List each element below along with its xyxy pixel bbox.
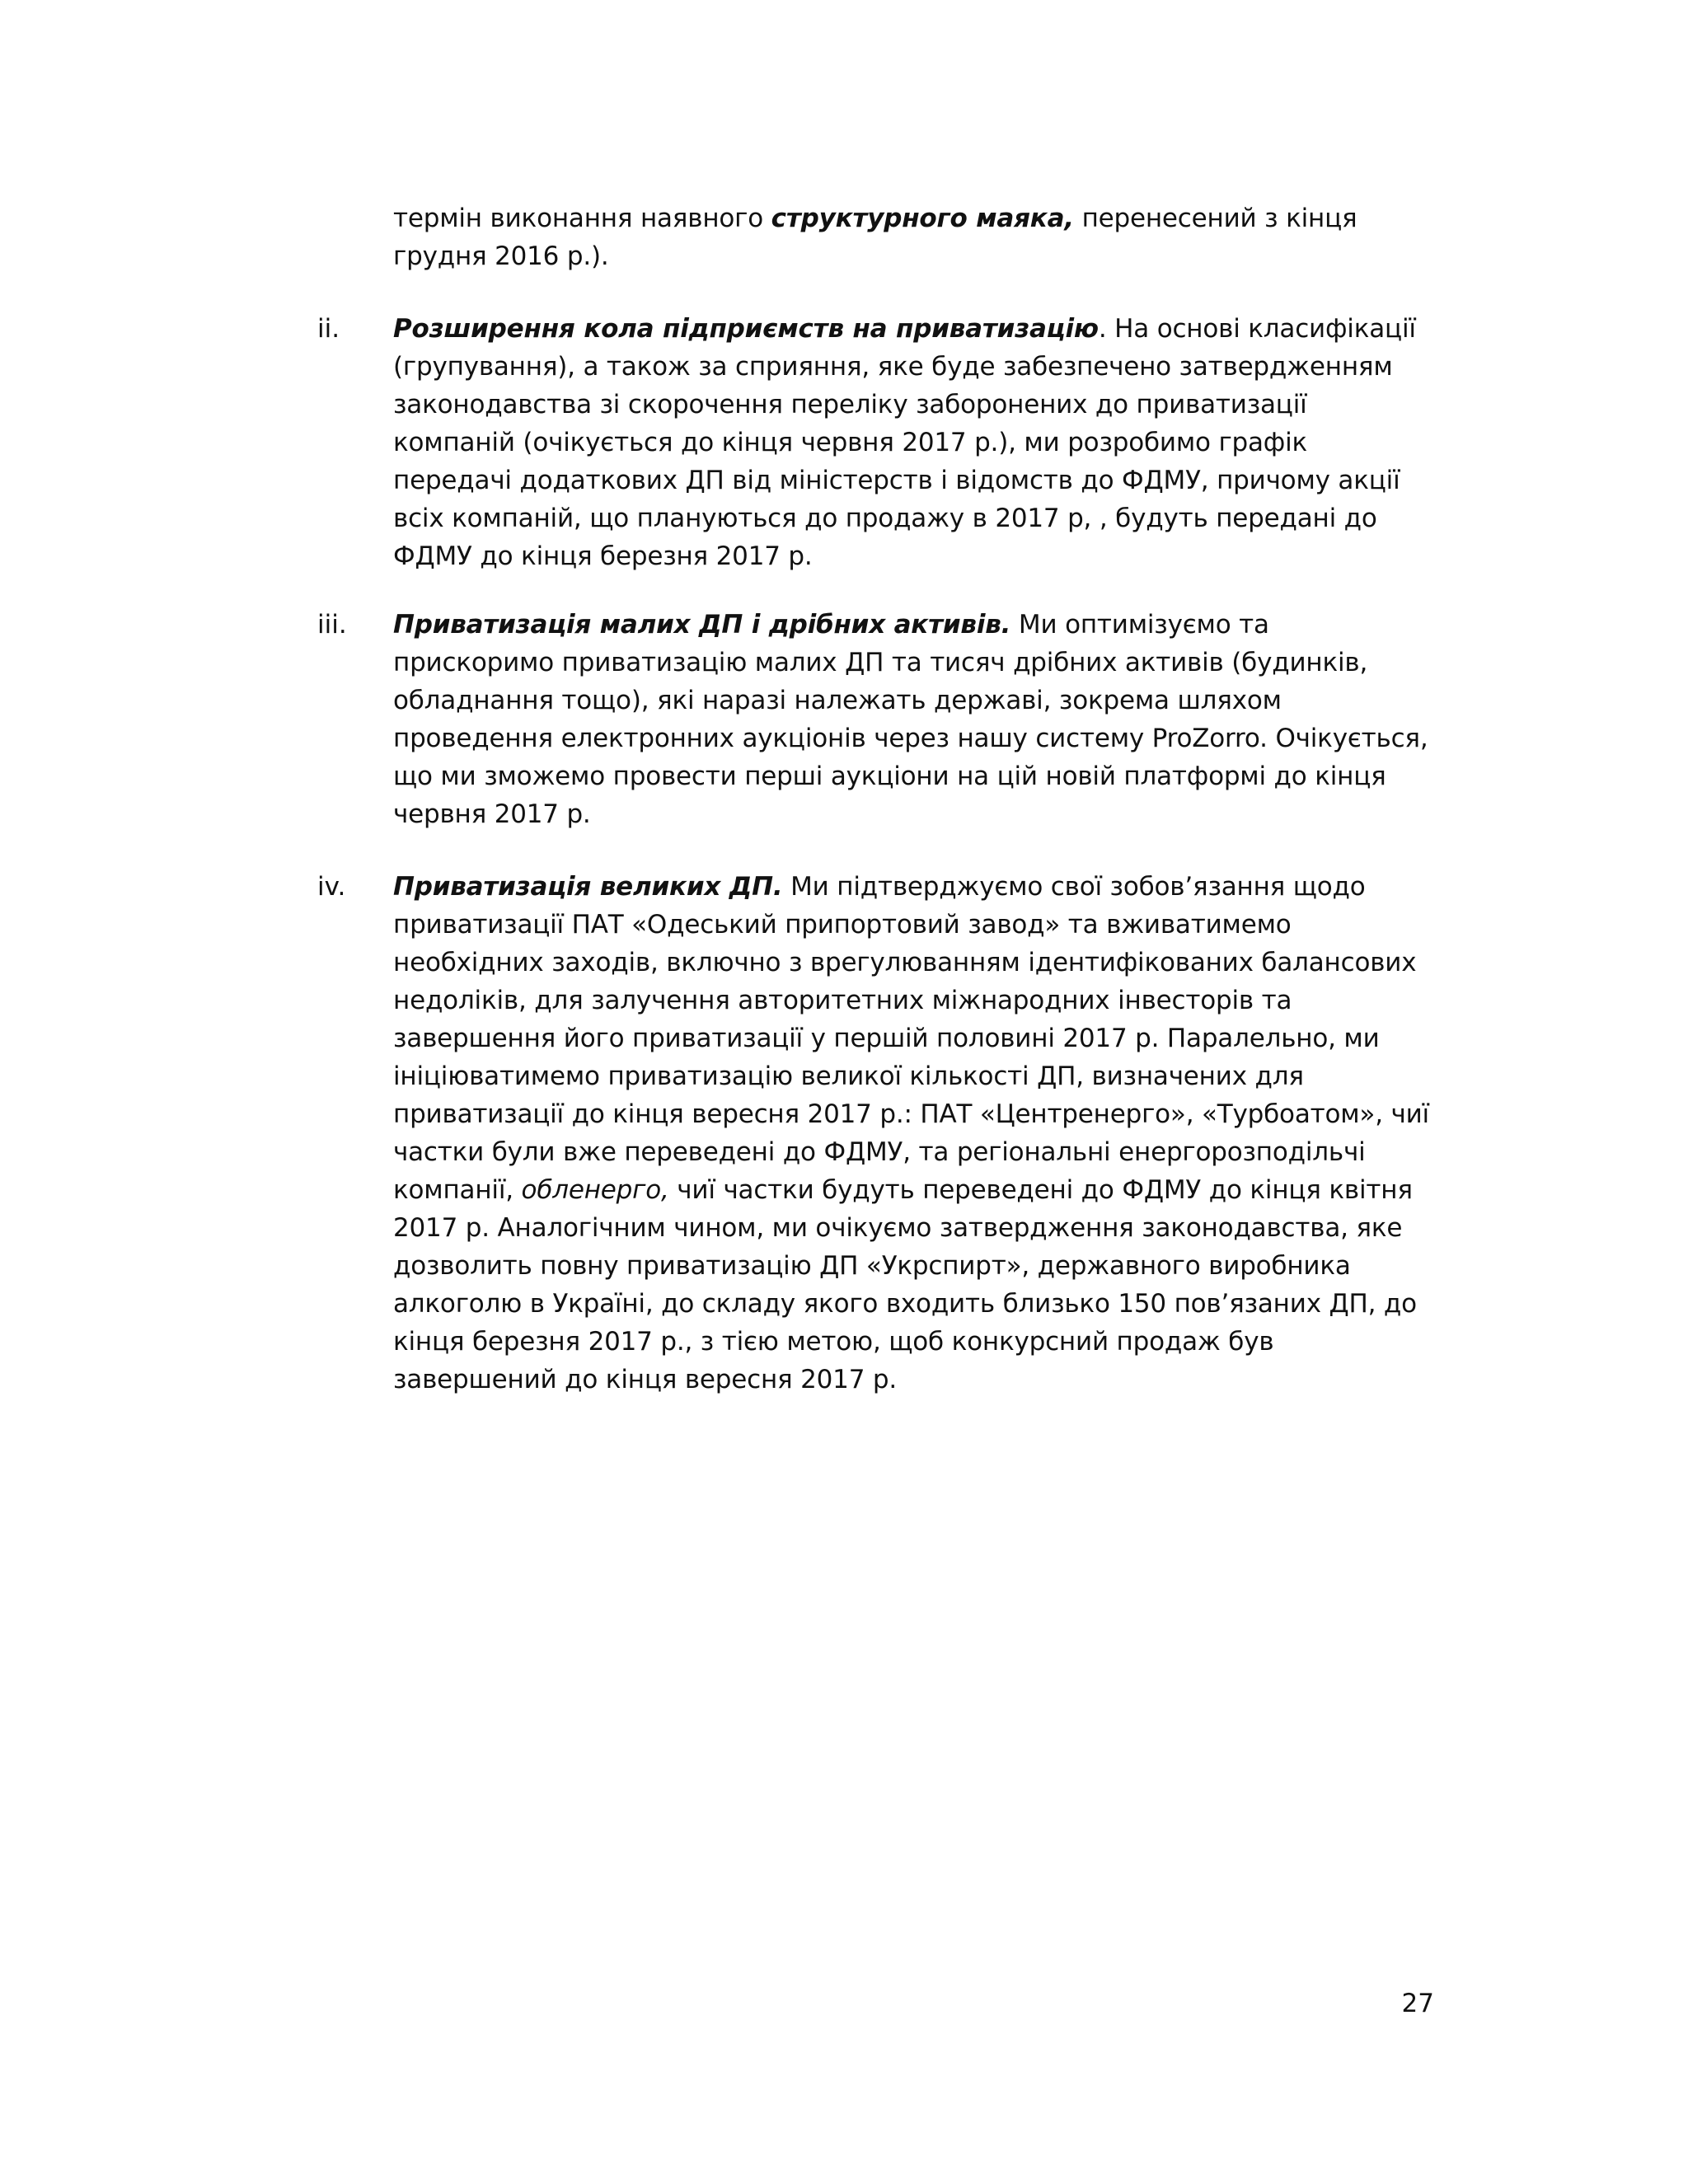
page-number: 27 <box>1401 1989 1434 2018</box>
oblenergo-term: обленерго, <box>521 1175 669 1205</box>
list-marker: ii. <box>317 314 340 344</box>
list-item-text: . На основі класифікації (групування), а також за сприяння, яке буде забезпечено затвердженням законодавства зі скорочення переліку заборонених до приватизації компаній (очікується до кінця червня 2017 р.), ми розробимо графік передачі додаткових ДП від міністерств і відомств до ФДМУ, причому акції всіх компаній, що плануються до продажу в 2017 р, , будуть передані до ФДМУ до кінця березня 2017 р. <box>393 314 1416 571</box>
list-item-heading: Приватизація великих ДП. <box>393 872 783 902</box>
list-item-text-start: Ми підтверджуємо свої зобов’язання щодо приватизації ПАТ «Одеський припортовий завод» та вживатимемо необхідних заходів, включно з врегулюванням ідентифікованих балансових недоліків, для залучення авторитетних міжнародних інвесторів та завершення його приватизації у першій половині 2017 р. Паралельно, ми ініціюватимемо приватизацію великої кількості ДП, визначених для приватизації до кінця вересня 2017 р.: ПАТ «Центренерго», «Турбоатом», чиї частки були вже переведені до ФДМУ, та регіональні енергорозподільчі компанії, <box>393 872 1429 1205</box>
continuation-paragraph <box>393 199 1432 275</box>
continuation-text-end: перенесений з кінця грудня 2016 р.). <box>393 204 1357 271</box>
list-marker: iv. <box>317 872 346 902</box>
list-item-body <box>393 310 1432 575</box>
continuation-text-start: термін виконання наявного <box>393 204 771 233</box>
list-marker: iii. <box>317 610 347 640</box>
list-item-text-end: чиї частки будуть переведені до ФДМУ до кінця квітня 2017 р. Аналогічним чином, ми очікуємо затвердження законодавства, яке дозволить повну приватизацію ДП «Укрспирт», державного виробника алкоголю в Україні, до складу якого входить близько 150 пов’язаних ДП, до кінця березня 2017 р., з тією метою, щоб конкурсний продаж був завершений до кінця вересня 2017 р. <box>393 1175 1417 1394</box>
list-item-heading: Приватизація малих ДП і дрібних активів. <box>393 610 1011 640</box>
list-item-text: Ми оптимізуємо та прискоримо приватизацію малих ДП та тисяч дрібних активів (будинків, обладнання тощо), які наразі належать державі, зокрема шляхом проведення електронних аукціонів через нашу систему ProZorro. Очікується, що ми зможемо провести перші аукціони на цій новій платформі до кінця червня 2017 р. <box>393 610 1428 829</box>
list-item-heading: Розширення кола підприємств на приватизацію <box>393 314 1099 344</box>
list-item-body <box>393 868 1432 1399</box>
structural-benchmark-term: структурного маяка, <box>771 204 1074 233</box>
list-item-body <box>393 606 1432 833</box>
